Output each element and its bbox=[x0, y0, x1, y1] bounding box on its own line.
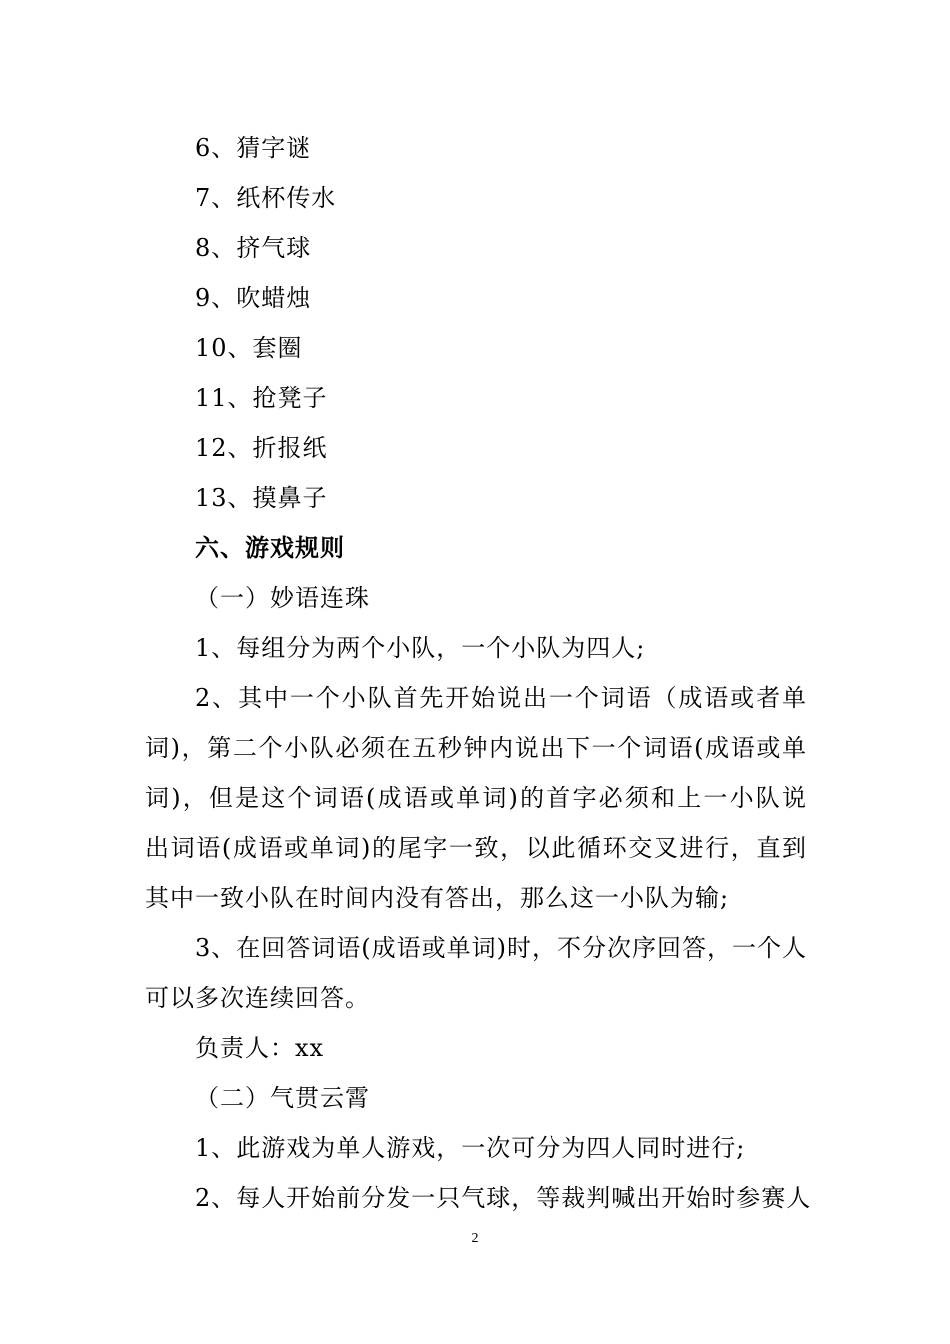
page-number: 2 bbox=[471, 1231, 479, 1246]
list-item: 13、摸鼻子 bbox=[195, 484, 328, 512]
list-item: 12、折报纸 bbox=[195, 434, 328, 462]
rule-paragraph-line: 词)，但是这个词语(成语或单词)的首字必须和上一小队说 bbox=[145, 784, 807, 812]
list-item: 10、套圈 bbox=[195, 334, 303, 362]
list-item: 7、纸杯传水 bbox=[195, 184, 337, 212]
responsible-person: 负责人：xx bbox=[195, 1034, 325, 1062]
rule-paragraph-line: 出词语(成语或单词)的尾字一致，以此循环交叉进行，直到 bbox=[145, 834, 807, 862]
rule-paragraph: 1、每组分为两个小队，一个小队为四人; bbox=[195, 634, 646, 662]
rule-paragraph-line: 2、每人开始前分发一只气球，等裁判喊出开始时参赛人 bbox=[195, 1184, 812, 1212]
list-item: 8、挤气球 bbox=[195, 234, 312, 262]
subsection-title: （二）气贯云霄 bbox=[195, 1084, 370, 1112]
rule-paragraph-line: 可以多次连续回答。 bbox=[145, 984, 370, 1012]
list-item: 6、猜字谜 bbox=[195, 134, 312, 162]
list-item: 11、抢凳子 bbox=[195, 384, 328, 412]
rule-paragraph-line: 3、在回答词语(成语或单词)时，不分次序回答，一个人 bbox=[195, 934, 807, 962]
list-item: 9、吹蜡烛 bbox=[195, 284, 312, 312]
subsection-title: （一）妙语连珠 bbox=[195, 584, 370, 612]
section-heading: 六、游戏规则 bbox=[195, 533, 345, 562]
rule-paragraph: 1、此游戏为单人游戏，一次可分为四人同时进行; bbox=[195, 1134, 746, 1162]
rule-paragraph-line: 词)，第二个小队必须在五秒钟内说出下一个词语(成语或单 bbox=[145, 734, 807, 762]
rule-paragraph-line: 其中一致小队在时间内没有答出，那么这一小队为输; bbox=[145, 884, 730, 912]
rule-paragraph-line: 2、其中一个小队首先开始说出一个词语（成语或者单 bbox=[195, 684, 807, 712]
